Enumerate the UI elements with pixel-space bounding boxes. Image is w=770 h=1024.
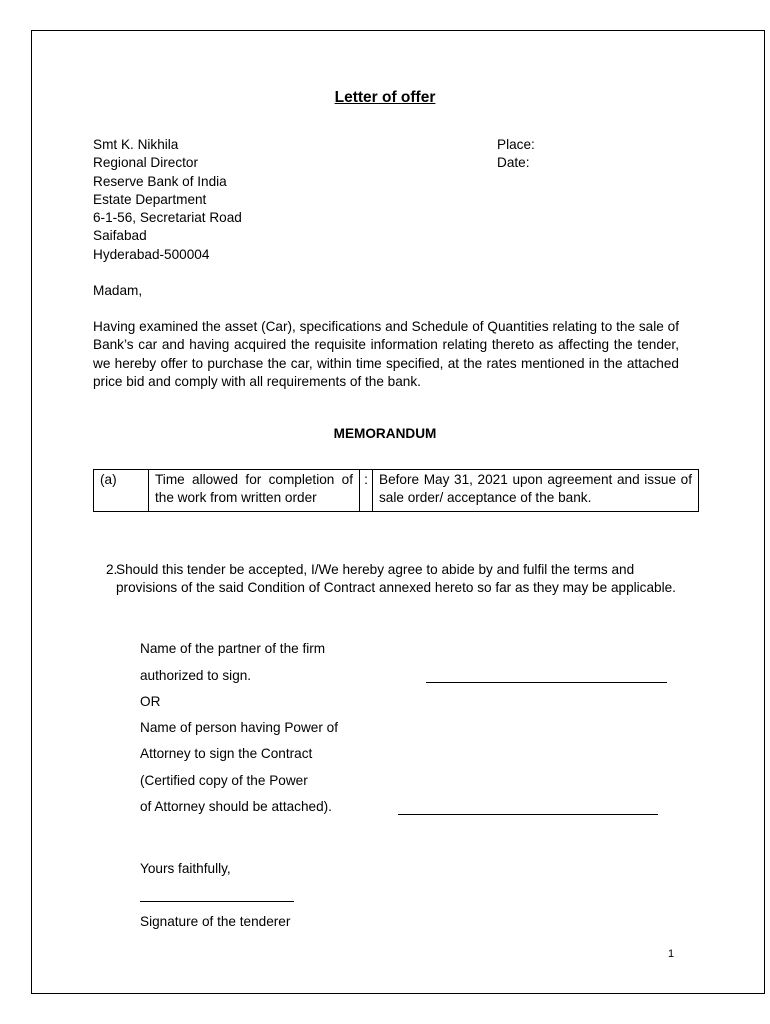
intro-paragraph: Having examined the asset (Car), specifications and Schedule of Quantities relating to the sale of Bank’s car and having acquired the requisite information relating thereto as affecting the tender, we hereby offer to purchase the car, within time specified, at the rates mentioned in the attached price bid and comply with all requirements of the bank.	[93, 319, 679, 389]
place-date-block	[497, 136, 535, 173]
page-number: 1	[668, 948, 675, 960]
signatory-line-5: (Certified copy of the Power	[140, 773, 308, 788]
addressee-locality: Saifabad	[93, 228, 147, 244]
memo-separator: :	[360, 470, 373, 512]
clause-text-wrap	[116, 561, 680, 598]
date-label: Date:	[497, 155, 530, 171]
addressee-designation: Regional Director	[93, 155, 199, 171]
clause-text: Should this tender be accepted, I/We hereby agree to abide by and fulfil the terms and provisions of the said Condition of Contract annexed hereto so far as they may be applicable.	[116, 562, 676, 596]
document-title: Letter of offer	[334, 89, 436, 106]
closing: Yours faithfully,	[140, 861, 231, 876]
memorandum-heading: MEMORANDUM	[333, 426, 437, 441]
memo-index: (a)	[94, 470, 149, 512]
memorandum-table	[93, 469, 699, 512]
clause-2	[106, 561, 680, 598]
signature-label: Signature of the tenderer	[140, 914, 291, 929]
signatory-line-3: Name of person having Power of	[140, 720, 338, 735]
memo-item: Time allowed for completion of the work from written order	[149, 470, 360, 512]
signatory-line-2: authorized to sign.	[140, 668, 252, 683]
salutation: Madam,	[93, 283, 143, 298]
partner-signature-line[interactable]	[426, 682, 667, 683]
table-row	[94, 470, 699, 512]
attorney-signature-line[interactable]	[398, 814, 658, 815]
signatory-line-1: Name of the partner of the firm	[140, 641, 326, 656]
signatory-line-4: Attorney to sign the Contract	[140, 746, 313, 761]
memo-value: Before May 31, 2021 upon agreement and issue of sale order/ acceptance of the bank.	[373, 470, 699, 512]
clause-number: 2.	[106, 562, 118, 577]
addressee-block	[93, 136, 242, 264]
signatory-or: OR	[140, 694, 161, 709]
tenderer-signature-line[interactable]	[140, 901, 294, 902]
addressee-department: Estate Department	[93, 191, 207, 207]
place-label: Place:	[497, 137, 535, 152]
addressee-organization: Reserve Bank of India	[93, 173, 227, 189]
signatory-line-6: of Attorney should be attached).	[140, 799, 332, 814]
addressee-name: Smt K. Nikhila	[93, 137, 179, 152]
addressee-city: Hyderabad-500004	[93, 246, 210, 262]
addressee-street: 6-1-56, Secretariat Road	[93, 210, 242, 226]
